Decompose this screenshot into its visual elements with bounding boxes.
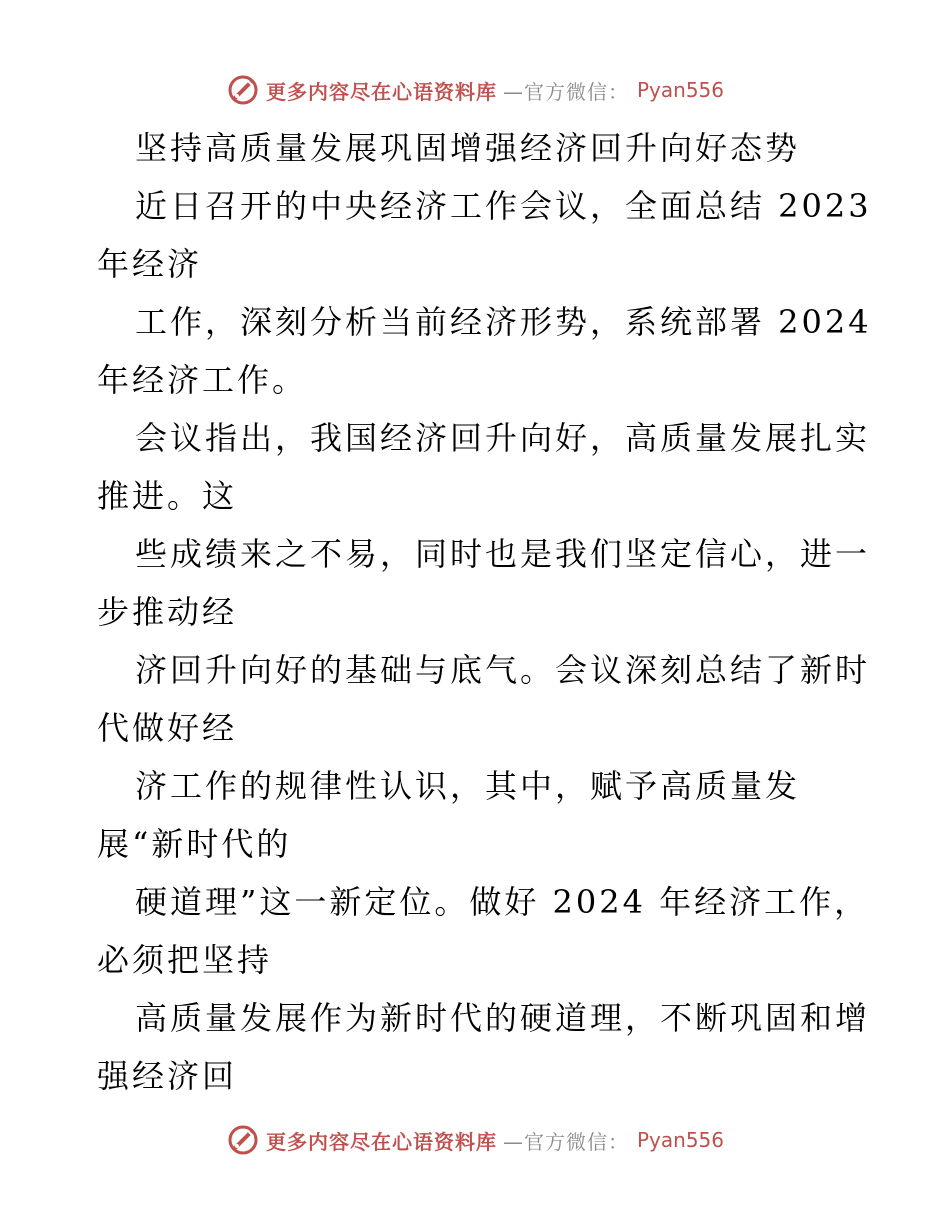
text-line: 年经济工作。 <box>97 361 308 399</box>
text-line: 济回升向好的基础与底气。会议深刻总结了新时 <box>135 651 871 689</box>
text-line: 强经济回 <box>97 1057 238 1095</box>
text-line: 些成绩来之不易，同时也是我们坚定信心，进一 <box>135 535 871 573</box>
text-line: 推进。这 <box>97 477 238 515</box>
pen-swirl-icon <box>226 1123 260 1157</box>
text-line: 必须把坚持 <box>97 941 273 979</box>
header-watermark <box>0 70 950 110</box>
text-line: 步推动经 <box>97 593 238 631</box>
text-line: 年经济 <box>97 245 203 283</box>
watermark-wechat-id: Pyan556 <box>636 1128 724 1152</box>
text-line: 济工作的规律性认识，其中，赋予高质量发 <box>135 767 801 805</box>
text-line: 展“新时代的 <box>97 825 292 863</box>
watermark-title: 更多内容尽在心语资料库 <box>265 79 497 104</box>
document-title: 坚持高质量发展巩固增强经济回升向好态势 <box>135 129 801 167</box>
pen-swirl-icon <box>226 73 260 107</box>
watermark-title: 更多内容尽在心语资料库 <box>265 1129 497 1154</box>
text-line: 工作，深刻分析当前经济形势，系统部署 2024 <box>135 303 872 341</box>
text-line: 近日召开的中央经济工作会议，全面总结 2023 <box>135 187 872 225</box>
watermark-label: —官方微信： <box>502 1129 629 1154</box>
text-line: 会议指出，我国经济回升向好，高质量发展扎实 <box>135 419 871 457</box>
watermark-label: —官方微信： <box>502 79 629 104</box>
watermark-wechat-id: Pyan556 <box>636 78 724 102</box>
footer-watermark <box>0 1120 950 1160</box>
text-line: 高质量发展作为新时代的硬道理，不断巩固和增 <box>135 999 871 1037</box>
text-line: 硬道理”这一新定位。做好 2024 年经济工作， <box>135 883 870 921</box>
text-line: 代做好经 <box>97 709 238 747</box>
